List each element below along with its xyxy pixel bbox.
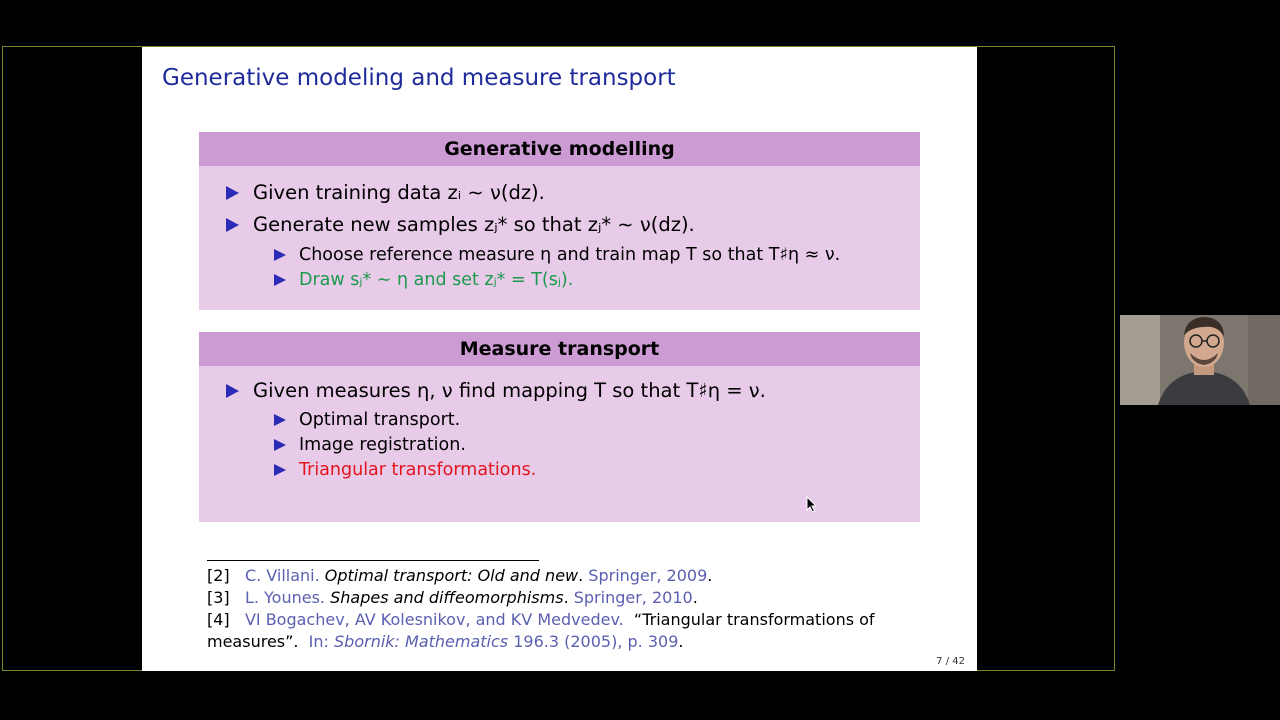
footnote-rule bbox=[207, 560, 539, 561]
list-item: Given measures η, ν find mapping T so that T♯η = ν. bbox=[253, 379, 766, 402]
list-subitem: Triangular transformations. bbox=[299, 460, 537, 480]
ref-publisher[interactable]: Springer, 2009 bbox=[588, 566, 708, 585]
ref-publisher[interactable]: 196.3 (2005), p. 309 bbox=[513, 632, 679, 651]
list-subitem: Draw sⱼ* ∼ η and set zⱼ* = T(sⱼ). bbox=[299, 270, 574, 290]
block-header: Generative modelling bbox=[199, 132, 920, 166]
triangle-bullet-icon bbox=[274, 249, 286, 261]
ref-title: measures”. bbox=[207, 632, 299, 651]
ref-authors[interactable]: VI Bogachev, AV Kolesnikov, and KV Medvedev. bbox=[244, 610, 624, 629]
ref-publisher[interactable]: Springer, 2010 bbox=[573, 588, 693, 607]
ref-number: [2] bbox=[207, 566, 230, 585]
ref-number: [4] bbox=[207, 610, 230, 629]
block-header: Measure transport bbox=[199, 332, 920, 366]
triangle-bullet-icon bbox=[274, 439, 286, 451]
ref-title: “Triangular transformations of bbox=[633, 610, 875, 629]
ref-number: [3] bbox=[207, 588, 230, 607]
ref-title: Shapes and diffeomorphisms bbox=[330, 588, 564, 607]
triangle-bullet-icon bbox=[226, 384, 239, 398]
block-measure-transport bbox=[199, 332, 920, 522]
mouse-cursor-icon bbox=[806, 496, 818, 518]
triangle-bullet-icon bbox=[226, 218, 239, 232]
list-subitem: Optimal transport. bbox=[299, 410, 461, 430]
slide bbox=[142, 47, 977, 671]
list-item: Generate new samples zⱼ* so that zⱼ* ∼ ν(dz). bbox=[253, 213, 695, 236]
reference-item: [2] C. Villani. Optimal transport: Old and new. Springer, 2009. bbox=[207, 566, 713, 585]
webcam-video bbox=[1120, 315, 1280, 405]
list-subitem: Image registration. bbox=[299, 435, 466, 455]
reference-item-continued: measures”. In: Sbornik: Mathematics 196.3 (2005), p. 309. bbox=[207, 632, 684, 651]
ref-title: Optimal transport: Old and new bbox=[324, 566, 579, 585]
list-item: Given training data zᵢ ∼ ν(dz). bbox=[253, 181, 545, 204]
reference-item bbox=[207, 610, 875, 629]
ref-authors[interactable]: L. Younes. bbox=[244, 588, 326, 607]
ref-in: In: bbox=[308, 632, 329, 651]
triangle-bullet-icon bbox=[274, 274, 286, 286]
ref-journal[interactable]: Sbornik: Mathematics bbox=[334, 632, 509, 651]
page-number: 7 / 42 bbox=[936, 656, 965, 667]
slide-title: Generative modeling and measure transport bbox=[162, 65, 676, 91]
list-subitem: Choose reference measure η and train map T so that T♯η ≈ ν. bbox=[299, 245, 841, 265]
triangle-bullet-icon bbox=[226, 186, 239, 200]
ref-authors[interactable]: C. Villani. bbox=[244, 566, 320, 585]
triangle-bullet-icon bbox=[274, 414, 286, 426]
reference-item: [3] L. Younes. Shapes and diffeomorphisms. Springer, 2010. bbox=[207, 588, 698, 607]
block-generative-modelling bbox=[199, 132, 920, 310]
triangle-bullet-icon bbox=[274, 464, 286, 476]
